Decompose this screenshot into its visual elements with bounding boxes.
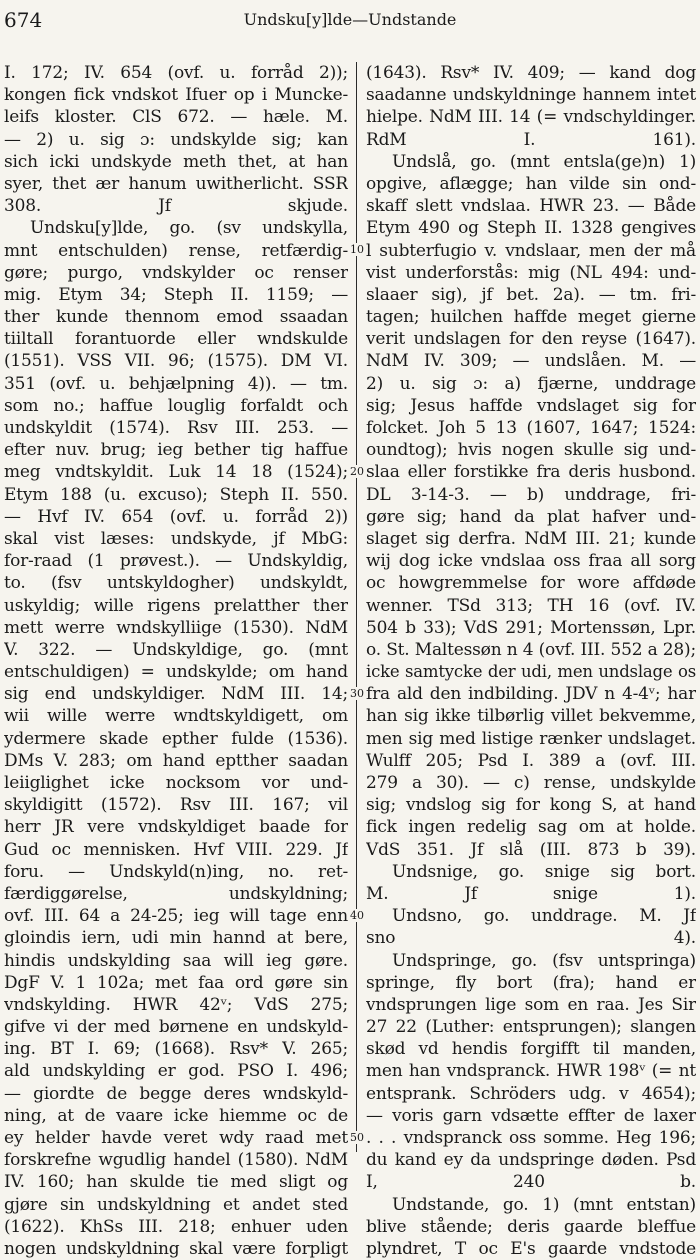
text-line: sig; Jesus haffde vndslaget sig for: [366, 395, 696, 416]
text-line: wenner. TSd 313; TH 16 (ovf. IV.: [366, 595, 696, 616]
text-line: sig end undskyldiger. NdM III. 14;: [4, 684, 348, 705]
text-line: sno 4).: [366, 928, 696, 949]
text-line: vndsprungen lige som en raa. Jes Sir: [366, 994, 696, 1015]
text-line: 2) u. sig ɔ: a) fjærne, unddrage: [366, 373, 696, 394]
text-line: . . . vndspranck oss somme. Heg 196;: [366, 1128, 696, 1148]
text-line: Undsku[y]lde, go. (sv undskylla,: [30, 218, 348, 239]
left-column: [4, 62, 348, 1260]
text-line: to. (fsv untskyldogher) undskyldt,: [4, 573, 348, 594]
text-line: hindis undskylding saa will ieg gøre.: [4, 950, 348, 971]
text-line: skaff slett vndslaa. HWR 23. — Både: [366, 196, 696, 217]
text-line: gifve vi der med børnene en undskyld-: [4, 1017, 348, 1038]
text-line: skal vist læses: undskyde, jf MbG:: [4, 528, 348, 549]
text-line: ing. BT I. 69; (1668). Rsv* V. 265;: [4, 1039, 348, 1060]
text-line: plyndret, T oc E's gaarde vndstode: [366, 1238, 696, 1259]
text-line: — giordte de begge deres wndskyld-: [4, 1083, 348, 1104]
text-line: sich icki undskyde meth thet, at han: [4, 151, 348, 172]
text-line: mig. Etym 34; Steph II. 1159; —: [4, 284, 348, 305]
text-line: gøre sig; hand da plat hafver und-: [366, 506, 696, 527]
text-line: Etym 490 og Steph II. 1328 gengives: [366, 218, 696, 239]
text-line: ning, at de vaare icke hiemme oc de: [4, 1105, 348, 1126]
text-line: DMs V. 283; om hand eptther saadan: [4, 750, 348, 771]
text-line: (1622). KhSs III. 218; enhuer uden: [4, 1216, 348, 1237]
text-line: Undsno, go. unddrage. M. Jf: [392, 906, 696, 927]
text-line: l subterfugio v. vndslaar, men der må: [366, 240, 696, 261]
text-line: NdM IV. 309; — undslåen. M. —: [366, 351, 696, 372]
text-line: foru. — Undskyld(n)ing, no. ret-: [4, 861, 348, 882]
text-line: I. 172; IV. 654 (ovf. u. forråd 2));: [4, 63, 348, 83]
text-line: fick ingen redelig sag om at holde.: [366, 817, 696, 838]
text-line: 27 22 (Luther: entsprungen); slangen: [366, 1017, 696, 1038]
text-line: Etym 188 (u. excuso); Steph II. 550.: [4, 484, 348, 505]
text-line: saadanne undskyldninge hannem intet: [366, 85, 696, 106]
text-line: ey helder havde veret wdy raad met: [4, 1128, 348, 1148]
text-line: ther kunde thennom emod ssaadan: [4, 307, 348, 328]
text-line: slaa eller forstikke fra deris husbond.: [366, 462, 696, 483]
text-line: syer, thet ær hanum uwitherlicht. SSR: [4, 173, 348, 194]
text-line: færdiggørelse, undskyldning;: [4, 883, 348, 904]
text-line: wij dog icke vndslaa oss fraa all sorg: [366, 551, 696, 572]
text-line: han sig ikke tilbørlig villet bekvemme,: [366, 706, 696, 727]
text-line: slaget sig derfra. NdM III. 21; kunde: [366, 528, 696, 549]
running-head: Undsku[y]lde—Undstande: [243, 10, 457, 29]
page-header: [4, 6, 696, 36]
text-line: meg vndtskyldit. Luk 14 18 (1524);: [4, 462, 348, 483]
text-line: leiiglighet icke nocksom vor und-: [4, 773, 348, 793]
text-line: ald undskylding er god. PSO I. 496;: [4, 1061, 348, 1082]
text-line: ovf. III. 64 a 24-25; ieg will tage enn: [4, 906, 348, 927]
text-line: wii wille werre wndtskyldigett, om: [4, 706, 348, 727]
text-line: leifs kloster. ClS 672. — hæle. M.: [4, 107, 348, 128]
text-line: Gud oc mennisken. Hvf VIII. 229. Jf: [4, 839, 348, 860]
page-number: 674: [4, 8, 43, 32]
text-line: herr JR vere vndskyldiget baade for: [4, 817, 348, 838]
text-line: undskyldit (1574). Rsv III. 253. —: [4, 418, 348, 438]
text-line: — 2) u. sig ɔ: undskylde sig; kan: [4, 129, 348, 150]
text-line: forskrefne wgudlig handel (1580). NdM: [4, 1150, 348, 1171]
text-line: Wulff 205; Psd I. 389 a (ovf. III.: [366, 750, 696, 771]
text-line: blive stående; deris gaarde bleffue: [366, 1216, 696, 1237]
text-line: V. 322. — Undskyldige, go. (mnt: [4, 639, 348, 660]
text-line: Undsnige, go. snige sig bort.: [392, 861, 696, 882]
text-line: entschuldigen) = undskylde; om hand: [4, 662, 348, 683]
text-line: sig; vndslog sig for kong S, at hand: [366, 795, 696, 816]
text-line: efter nuv. brug; ieg bether tig haffue: [4, 440, 348, 461]
text-line: (1551). VSS VII. 96; (1575). DM VI.: [4, 351, 348, 372]
text-line: slaaer sig), jf bet. 2a). — tm. fri-: [366, 284, 696, 305]
text-line: Undslå, go. (mnt entsla(ge)n) 1): [392, 151, 696, 172]
text-line: 351 (ovf. u. behjælpning 4)). — tm.: [4, 373, 348, 394]
text-line: opgive, aflægge; han vilde sin ond-: [366, 173, 696, 194]
line-number-30: 30: [350, 687, 364, 700]
text-line: gloindis iern, udi min hannd at bere,: [4, 928, 348, 949]
line-number-20: 20: [350, 465, 364, 478]
text-line: VdS 351. Jf slå (III. 873 b 39).: [366, 839, 696, 860]
text-line: folcket. Joh 5 13 (1607, 1647; 1524:: [366, 418, 696, 438]
text-line: ydermere skade epther fulde (1536).: [4, 728, 348, 749]
text-line: nogen undskyldning skal være forpligt: [4, 1238, 348, 1259]
text-line: vndskylding. HWR 42ᵛ; VdS 275;: [4, 994, 348, 1015]
text-line: DL 3-14-3. — b) unddrage, fri-: [366, 484, 696, 505]
line-number-10: 10: [350, 243, 364, 256]
text-line: 308. Jf skjude.: [4, 196, 348, 217]
text-line: skyldigitt (1572). Rsv III. 167; vil: [4, 795, 348, 816]
text-line: hielpe. NdM III. 14 (= vndschyldinger.: [366, 107, 696, 128]
text-line: — voris garn vdsætte effter de laxer: [366, 1105, 696, 1126]
text-line: for-raad (1 prøvest.). — Undskyldig,: [4, 551, 348, 572]
text-line: — Hvf IV. 654 (ovf. u. forråd 2)): [4, 506, 348, 527]
text-line: gjøre sin undskyldning et andet sted: [4, 1194, 348, 1215]
text-line: mett werre wndskylliige (1530). NdM: [4, 617, 348, 638]
text-line: som no.; haffue louglig forfaldt och: [4, 395, 348, 416]
text-line: o. St. Maltessøn n 4 (ovf. III. 552 a 28);: [366, 639, 696, 660]
text-line: verit undslagen for den reyse (1647).: [366, 329, 696, 350]
text-line: icke samtycke der udi, men undslage os: [366, 662, 696, 682]
text-line: DgF V. 1 102a; met faa ord gøre sin: [4, 972, 348, 993]
text-line: kongen fick vndskot Ifuer op i Muncke-: [4, 85, 348, 106]
text-line: mnt entschulden) rense, retfærdig-: [4, 240, 348, 261]
text-line: springe, fly bort (fra); hand er: [366, 972, 696, 993]
text-line: RdM I. 161).: [366, 129, 696, 150]
text-line: vist underforstås: mig (NL 494: und-: [366, 262, 696, 283]
line-number-40: 40: [350, 909, 364, 922]
text-line: 279 a 30). — c) rense, undskylde: [366, 773, 696, 793]
text-line: men han vndspranck. HWR 198ᵛ (= nt: [366, 1061, 696, 1082]
text-line: tiiltall forantuorde eller wndskulde: [4, 329, 348, 350]
text-line: gøre; purgo, vndskylder oc renser: [4, 262, 348, 283]
text-line: entsprank. Schröders udg. v 4654);: [366, 1083, 696, 1104]
text-line: oc howgremmelse for wore affdøde: [366, 573, 696, 594]
column-divider: [356, 62, 357, 1152]
text-line: tagen; huilchen haffde meget gierne: [366, 307, 696, 328]
right-column: [366, 62, 696, 1260]
text-line: Undstande, go. 1) (mnt entstan): [392, 1194, 696, 1215]
text-line: skød vd hendis forgifft til manden,: [366, 1039, 696, 1060]
text-line: 504 b 33); VdS 291; Mortenssøn, Lpr.: [366, 617, 696, 638]
line-number-50: 50: [350, 1131, 364, 1144]
text-line: I, 240 b.: [366, 1172, 696, 1193]
text-line: IV. 160; han skulde tie med sligt og: [4, 1172, 348, 1193]
text-line: Undspringe, go. (fsv untspringa): [392, 950, 696, 971]
text-line: M. Jf snige 1).: [366, 883, 696, 904]
text-line: fra ald den indbilding. JDV n 4-4ᵛ; har: [366, 684, 696, 705]
text-line: oundtog); hvis nogen skulle sig und-: [366, 440, 696, 461]
text-line: du kand ey da undspringe døden. Psd: [366, 1150, 696, 1171]
text-line: uskyldig; wille rigens prelatther ther: [4, 595, 348, 616]
text-line: (1643). Rsv* IV. 409; — kand dog: [366, 63, 696, 83]
text-line: men sig med listige rænker undslaget.: [366, 728, 696, 749]
